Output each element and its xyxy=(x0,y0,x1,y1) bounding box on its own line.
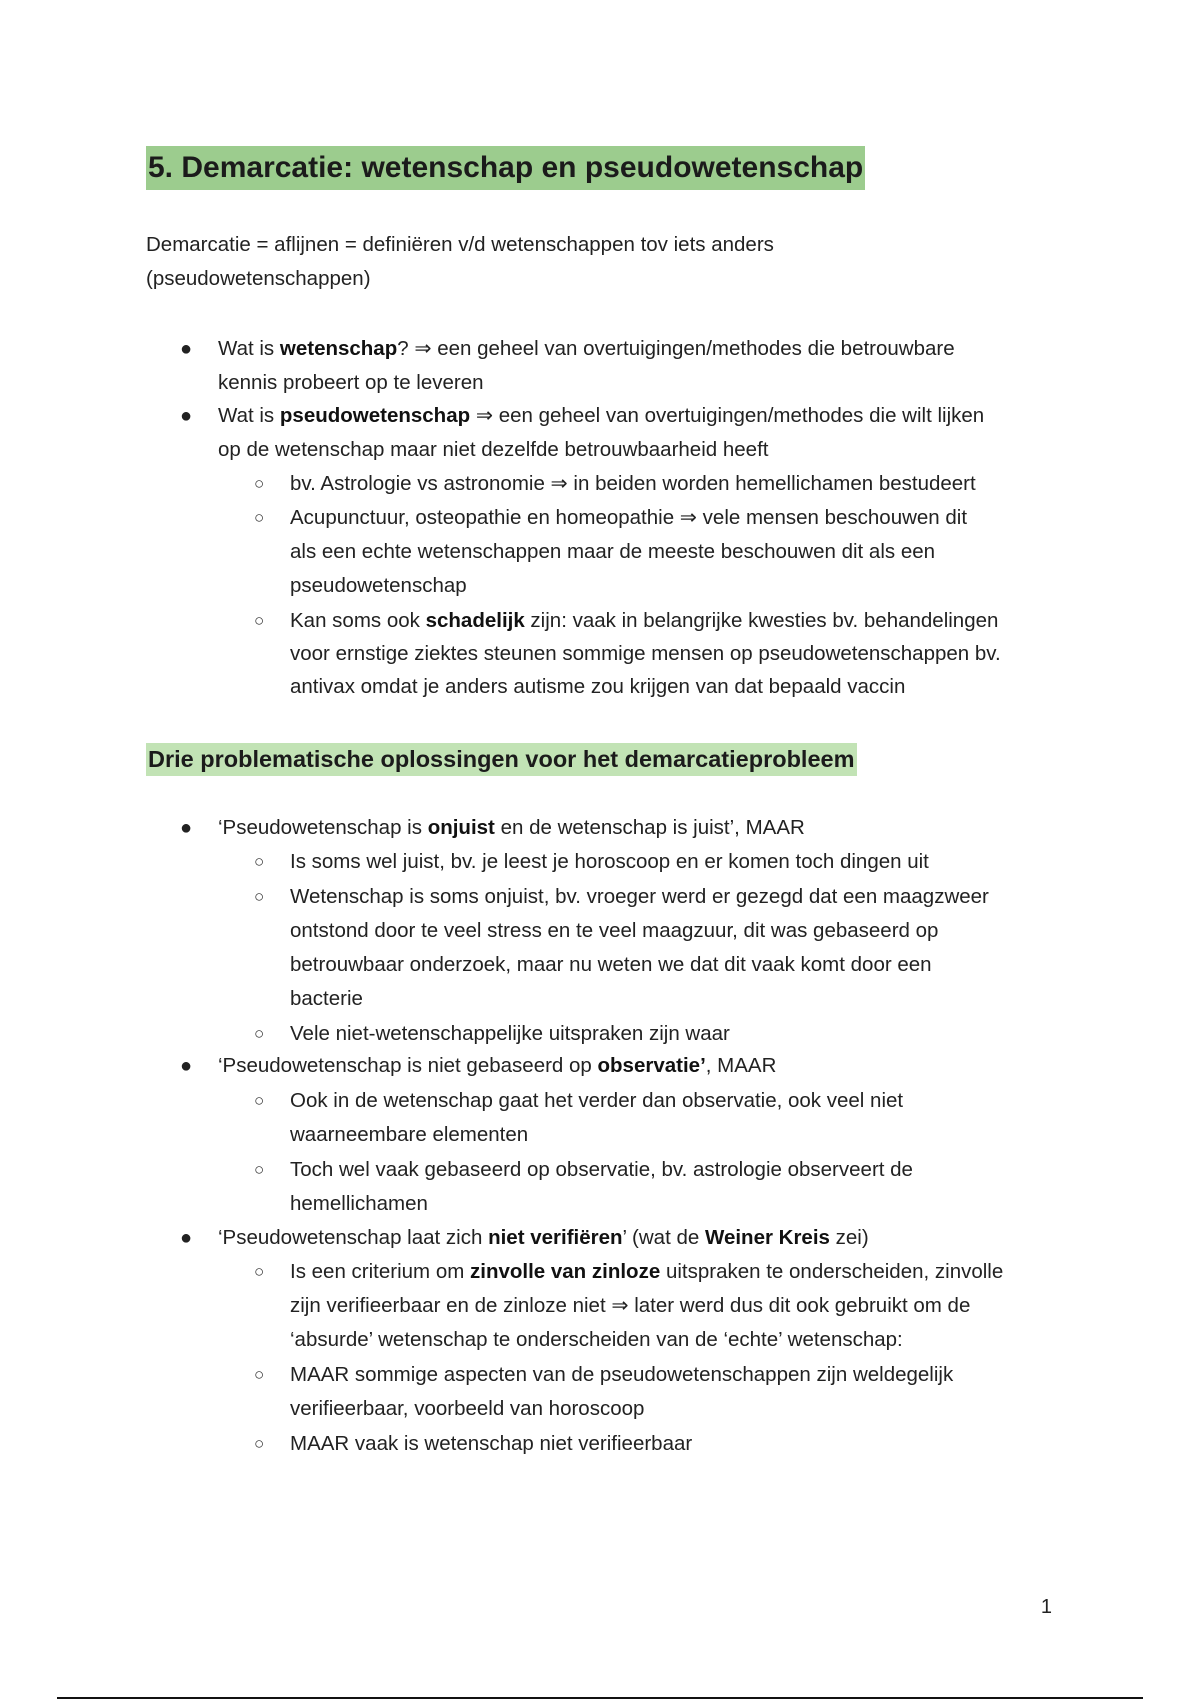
sub-list-item-continuation: zijn verifieerbaar en de zinloze niet ⇒ later werd dus dit ook gebruikt om de xyxy=(290,1294,971,1317)
sub-list-item-continuation: verifieerbaar, voorbeeld van horoscoop xyxy=(290,1397,645,1420)
sub-list-item-continuation: waarneembare elementen xyxy=(290,1123,529,1146)
list-item-continuation: kennis probeert op te leveren xyxy=(218,371,484,394)
sub-list-item: Kan soms ook schadelijk zijn: vaak in belangrijke kwesties bv. behandelingen xyxy=(290,609,999,632)
page-title: 5. Demarcatie: wetenschap en pseudowetenschap xyxy=(146,146,865,190)
sub-list-item-continuation: antivax omdat je anders autisme zou krijgen van dat bepaald vaccin xyxy=(290,675,906,698)
section-heading: Drie problematische oplossingen voor het demarcatieprobleem xyxy=(146,743,857,776)
list-item: ‘Pseudowetenschap is onjuist en de wetenschap is juist’, MAAR xyxy=(218,816,805,839)
bullet-circle-icon: ○ xyxy=(254,508,265,527)
list-item: ‘Pseudowetenschap is niet gebaseerd op observatie’, MAAR xyxy=(218,1054,777,1077)
bullet-circle-icon: ○ xyxy=(254,1434,265,1453)
list-item: ‘Pseudowetenschap laat zich niet verifiëren’ (wat de Weiner Kreis zei) xyxy=(218,1226,869,1249)
list-item-continuation: op de wetenschap maar niet dezelfde betrouwbaarheid heeft xyxy=(218,438,769,461)
sub-list-item: Is soms wel juist, bv. je leest je horoscoop en er komen toch dingen uit xyxy=(290,850,929,873)
bullet-circle-icon: ○ xyxy=(254,1160,265,1179)
sub-list-item-continuation: als een echte wetenschappen maar de meeste beschouwen dit als een xyxy=(290,540,936,563)
page-number: 1 xyxy=(1040,1596,1052,1618)
bullet-dot-icon: ● xyxy=(180,338,193,360)
intro-paragraph xyxy=(146,228,1106,296)
bullet-dot-icon: ● xyxy=(180,1055,193,1077)
sub-list-item-continuation: betrouwbaar onderzoek, maar nu weten we dat dit vaak komt door een xyxy=(290,953,932,976)
sub-list-item: Wetenschap is soms onjuist, bv. vroeger werd er gezegd dat een maagzweer xyxy=(290,885,989,908)
sub-list-item-continuation: voor ernstige ziektes steunen sommige mensen op pseudowetenschappen bv. xyxy=(290,642,1001,665)
sub-list-item: MAAR sommige aspecten van de pseudowetenschappen zijn weldegelijk xyxy=(290,1363,954,1386)
intro-line-1: Demarcatie = aflijnen = definiëren v/d wetenschappen tov iets anders xyxy=(146,233,774,256)
bullet-dot-icon: ● xyxy=(180,817,193,839)
bullet-circle-icon: ○ xyxy=(254,1365,265,1384)
bullet-circle-icon: ○ xyxy=(254,1024,265,1043)
sub-list-item-continuation: bacterie xyxy=(290,987,363,1010)
sub-list-item: Acupunctuur, osteopathie en homeopathie ⇒ vele mensen beschouwen dit xyxy=(290,506,968,529)
sub-list-item-continuation: ‘absurde’ wetenschap te onderscheiden van de ‘echte’ wetenschap: xyxy=(290,1328,903,1351)
sub-list-item: Is een criterium om zinvolle van zinloze uitspraken te onderscheiden, zinvolle xyxy=(290,1260,1004,1283)
bullet-dot-icon: ● xyxy=(180,405,193,427)
bullet-dot-icon: ● xyxy=(180,1227,193,1249)
bullet-circle-icon: ○ xyxy=(254,1091,265,1110)
sub-list-item: Ook in de wetenschap gaat het verder dan observatie, ook veel niet xyxy=(290,1089,904,1112)
sub-list-item-continuation: ontstond door te veel stress en te veel maagzuur, dit was gebaseerd op xyxy=(290,919,939,942)
sub-list-item: Vele niet-wetenschappelijke uitspraken zijn waar xyxy=(290,1022,730,1045)
list-item: Wat is wetenschap? ⇒ een geheel van overtuigingen/methodes die betrouwbare xyxy=(218,337,955,360)
sub-list-item-continuation: pseudowetenschap xyxy=(290,574,467,597)
bullet-circle-icon: ○ xyxy=(254,611,265,630)
list-item: Wat is pseudowetenschap ⇒ een geheel van overtuigingen/methodes die wilt lijken xyxy=(218,404,985,427)
sub-list-item-continuation: hemellichamen xyxy=(290,1192,428,1215)
bullet-circle-icon: ○ xyxy=(254,474,265,493)
bullet-circle-icon: ○ xyxy=(254,887,265,906)
intro-line-2: (pseudowetenschappen) xyxy=(146,267,371,290)
bullet-circle-icon: ○ xyxy=(254,1262,265,1281)
sub-list-item: MAAR vaak is wetenschap niet verifieerbaar xyxy=(290,1432,693,1455)
sub-list-item: bv. Astrologie vs astronomie ⇒ in beiden worden hemellichamen bestudeert xyxy=(290,472,976,495)
footer-divider xyxy=(57,1697,1143,1699)
sub-list-item: Toch wel vaak gebaseerd op observatie, bv. astrologie observeert de xyxy=(290,1158,913,1181)
bullet-circle-icon: ○ xyxy=(254,852,265,871)
